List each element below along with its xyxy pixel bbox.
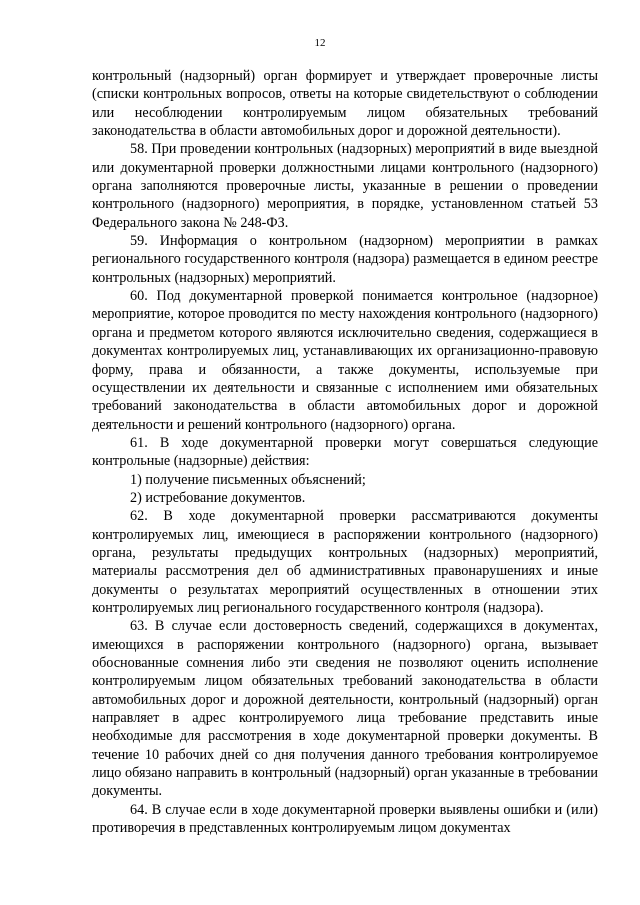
paragraph-64: 64. В случае если в ходе документарной проверки выявлены ошибки и (или) противоречия в представленных контролируемым лицом документах bbox=[92, 801, 598, 837]
paragraph-61: 61. В ходе документарной проверки могут совершаться следующие контрольные (надзорные) действия: bbox=[92, 434, 598, 470]
list-item-2: 2) истребование документов. bbox=[130, 489, 306, 506]
paragraph-62: 62. В ходе документарной проверки рассматриваются документы контролируемых лиц, имеющиеся в распоряжении контрольного (надзорного) органа, результаты предыдущих контрольных (надзорных) мероприятий, материалы рассмотрения дел об административных правонарушениях и иные документы о результатах мероприятий осуществленных в отношении этих контролируемых лиц регионального государственного контроля (надзора). bbox=[92, 508, 598, 616]
paragraph-59: 59. Информация о контрольном (надзорном) мероприятии в рамках регионального государственного контроля (надзора) размещается в едином реестре контрольных (надзорных) мероприятий. bbox=[92, 233, 598, 286]
list-item-1: 1) получение письменных объяснений; bbox=[130, 471, 366, 488]
page-number: 12 bbox=[314, 37, 326, 49]
paragraph-58: 58. При проведении контрольных (надзорных) мероприятий в виде выездной или документарной проверки должностными лицами контрольного (надзорного) органа заполняются проверочные листы, указанные в решении о проведении контрольного (надзорного) мероприятия, в порядке, установленном статьей 53 Федерального закона № 248-ФЗ. bbox=[92, 141, 598, 231]
paragraph-63: 63. В случае если достоверность сведений, содержащихся в документах, имеющихся в распоряжении контрольного (надзорного) органа, вызывает обоснованные сомнения либо эти сведения не позволяют оценить исполнение контролируемым лицом обязательных требований законодательства в области автомобильных дорог и дорожной деятельности, контрольный (надзорный) орган направляет в адрес контролируемого лица требование представить иные необходимые для рассмотрения в ходе документарной проверки документы. В течение 10 рабочих дней со дня получения данного требования контролируемое лицо обязано направить в контрольный (надзорный) орган указанные в требовании документы. bbox=[92, 618, 598, 800]
document-body bbox=[92, 67, 598, 837]
paragraph-57-continuation: контрольный (надзорный) орган формирует и утверждает проверочные листы (списки контрольных вопросов, ответы на которые свидетельствуют о соблюдении или несоблюдении контролируемым лицом обязательных требований законодательства в области автомобильных дорог и дорожной деятельности). bbox=[92, 68, 598, 140]
paragraph-60: 60. Под документарной проверкой понимается контрольное (надзорное) мероприятие, которое проводится по месту нахождения контрольного (надзорного) органа и предметом которого являются исключительно сведения, содержащиеся в документах контролируемых лиц, устанавливающих их организационно-правовую форму, права и обязанности, а также документы, используемые при осуществлении их деятельности и связанные с исполнением ими обязательных требований законодательства в области автомобильных дорог и дорожной деятельности и решений контрольного (надзорного) органа. bbox=[92, 288, 598, 433]
